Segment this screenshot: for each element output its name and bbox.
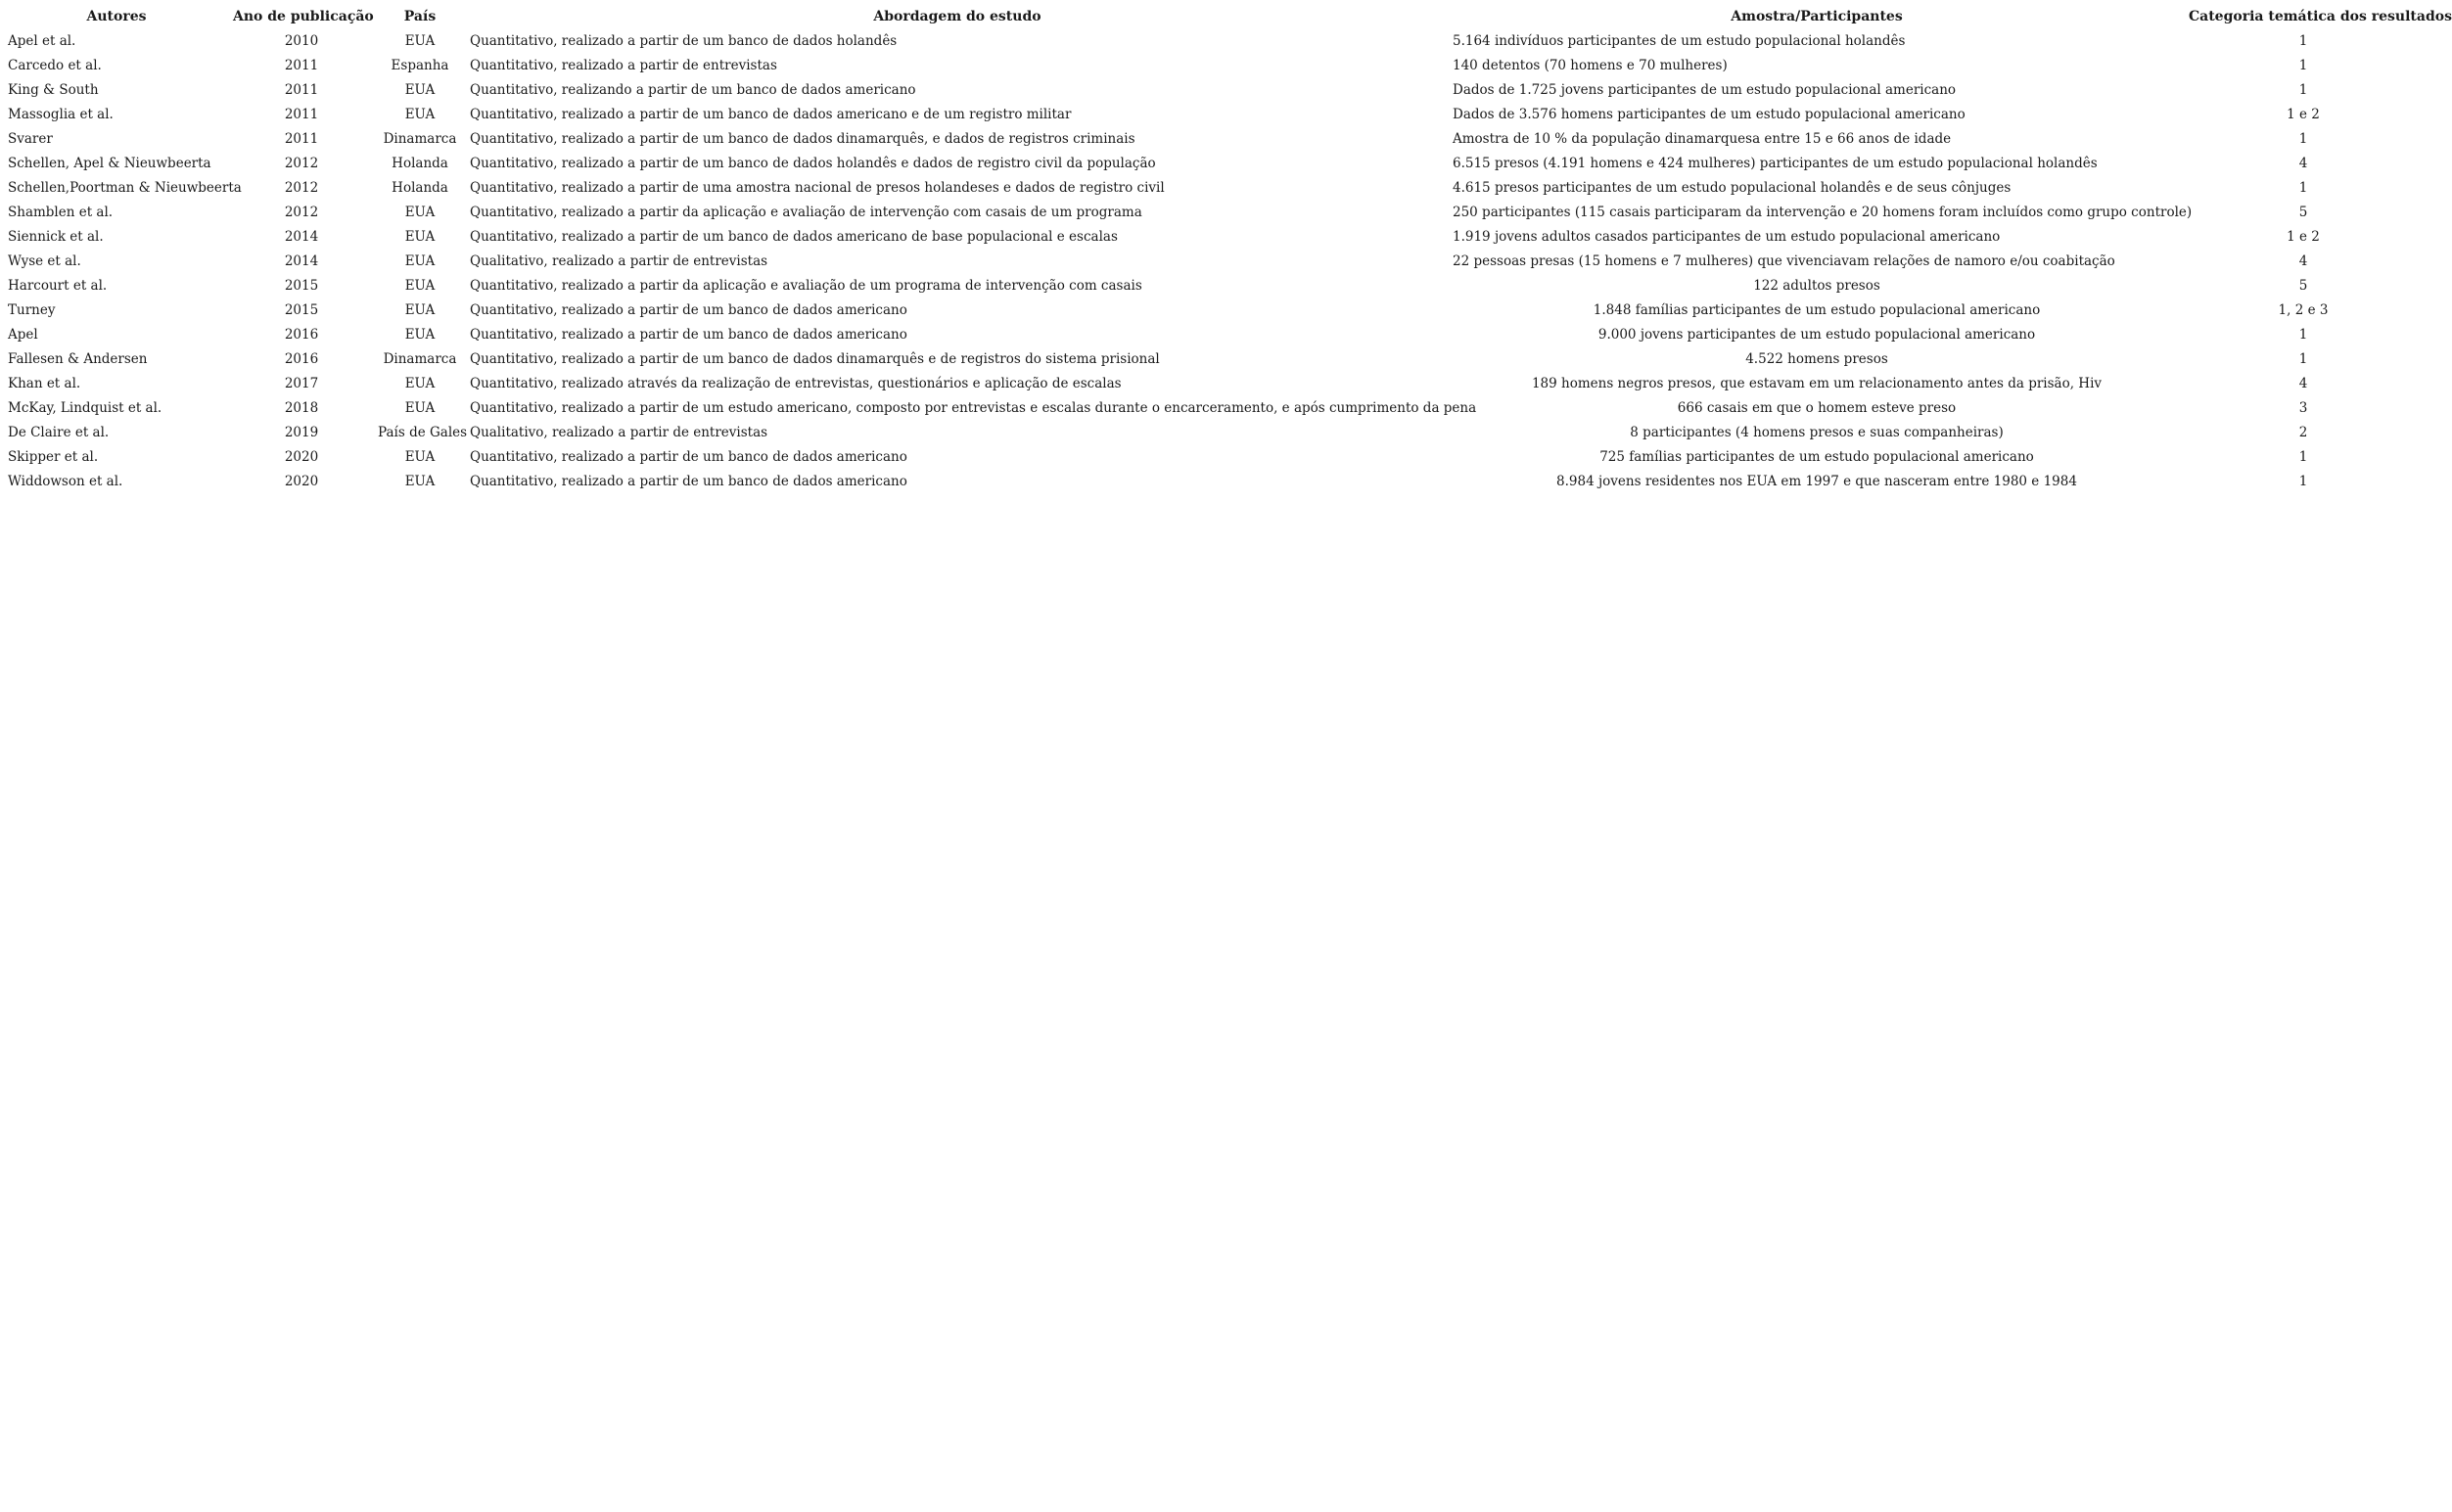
table-row [4, 127, 2422, 152]
cell-amostra[interactable]: 250 participantes (115 casais participaram da intervenção e 20 homens foram incluídos como grupo controle) [1453, 205, 2193, 220]
cell-pais[interactable]: EUA [404, 327, 436, 343]
cell-ano[interactable]: 2012 [284, 156, 319, 171]
cell-pais[interactable]: EUA [404, 474, 436, 489]
cell-pais[interactable]: EUA [404, 400, 436, 416]
cell-ano[interactable]: 2011 [284, 58, 319, 73]
header-abordagem[interactable]: Abordagem do estudo [873, 9, 1041, 24]
cell-categoria[interactable]: 4 [2298, 376, 2308, 391]
cell-autores[interactable]: Carcedo et al. [8, 58, 102, 73]
cell-autores[interactable]: Khan et al. [8, 376, 81, 391]
cell-autores[interactable]: Skipper et al. [8, 449, 99, 465]
cell-categoria[interactable]: 1 [2298, 474, 2308, 489]
cell-ano[interactable]: 2020 [284, 474, 319, 489]
cell-autores[interactable]: Turney [8, 302, 56, 318]
cell-pais[interactable]: Holanda [392, 156, 448, 171]
cell-abordagem[interactable]: Quantitativo, realizado a partir de um banco de dados americano [470, 302, 907, 318]
table-row [4, 176, 2422, 201]
table-row [4, 323, 2422, 347]
cell-abordagem[interactable]: Qualitativo, realizado a partir de entrevistas [470, 253, 768, 269]
cell-autores[interactable]: Massoglia et al. [8, 107, 114, 122]
cell-categoria[interactable]: 1 [2298, 449, 2308, 465]
table-row [4, 103, 2422, 127]
cell-autores[interactable]: Siennick et al. [8, 229, 104, 245]
cell-ano[interactable]: 2012 [284, 180, 319, 196]
cell-ano[interactable]: 2011 [284, 82, 319, 98]
cell-abordagem[interactable]: Quantitativo, realizado a partir de um banco de dados americano [470, 449, 907, 465]
cell-amostra[interactable]: 1.919 jovens adultos casados participantes de um estudo populacional americano [1453, 229, 2001, 245]
cell-autores[interactable]: King & South [8, 82, 99, 98]
cell-autores[interactable]: Schellen,Poortman & Nieuwbeerta [8, 180, 242, 196]
table-row [4, 396, 2422, 421]
table-row [4, 225, 2422, 250]
studies-table [4, 5, 2452, 494]
header-pais[interactable]: País [403, 9, 437, 24]
cell-categoria[interactable]: 1 [2298, 58, 2308, 73]
cell-pais[interactable]: EUA [404, 278, 436, 294]
cell-pais[interactable]: EUA [404, 253, 436, 269]
cell-ano[interactable]: 2014 [284, 229, 319, 245]
cell-ano[interactable]: 2012 [284, 205, 319, 220]
cell-amostra[interactable]: 22 pessoas presas (15 homens e 7 mulheres) que vivenciavam relações de namoro e/ou coabitação [1453, 253, 2115, 269]
cell-autores[interactable]: Harcourt et al. [8, 278, 108, 294]
cell-ano[interactable]: 2016 [284, 351, 319, 367]
cell-autores[interactable]: Svarer [8, 131, 53, 147]
cell-amostra[interactable]: 1.848 famílias participantes de um estudo populacional americano [1593, 302, 2041, 318]
cell-abordagem[interactable]: Quantitativo, realizado a partir de entrevistas [470, 58, 777, 73]
cell-pais[interactable]: EUA [404, 376, 436, 391]
cell-abordagem[interactable]: Quantitativo, realizado a partir da aplicação e avaliação de intervenção com casais de um programa [470, 205, 1142, 220]
cell-ano[interactable]: 2015 [284, 278, 319, 294]
cell-ano[interactable]: 2019 [284, 425, 319, 440]
cell-ano[interactable]: 2014 [284, 253, 319, 269]
cell-abordagem[interactable]: Quantitativo, realizado a partir de um banco de dados americano [470, 474, 907, 489]
table-row [4, 470, 2422, 494]
cell-amostra[interactable]: Dados de 1.725 jovens participantes de um estudo populacional americano [1453, 82, 1957, 98]
cell-pais[interactable]: EUA [404, 449, 436, 465]
cell-pais[interactable]: Dinamarca [383, 131, 457, 147]
cell-abordagem[interactable]: Quantitativo, realizando a partir de um banco de dados americano [470, 82, 916, 98]
table-row [4, 274, 2422, 298]
cell-ano[interactable]: 2016 [284, 327, 319, 343]
table-row [4, 372, 2422, 396]
cell-autores[interactable]: Apel [8, 327, 38, 343]
cell-categoria[interactable]: 5 [2298, 205, 2308, 220]
cell-amostra[interactable]: 9.000 jovens participantes de um estudo populacional americano [1597, 327, 2036, 343]
table-row [4, 29, 2422, 54]
cell-autores[interactable]: Schellen, Apel & Nieuwbeerta [8, 156, 211, 171]
cell-ano[interactable]: 2018 [284, 400, 319, 416]
cell-pais[interactable]: EUA [404, 33, 436, 49]
header-autores[interactable]: Autores [86, 9, 147, 24]
cell-pais[interactable]: EUA [404, 229, 436, 245]
cell-categoria[interactable]: 4 [2298, 156, 2308, 171]
cell-ano[interactable]: 2011 [284, 107, 319, 122]
table-row [4, 445, 2422, 470]
cell-pais[interactable]: Espanha [391, 58, 449, 73]
cell-amostra[interactable]: 8 participantes (4 homens presos e suas companheiras) [1630, 425, 2004, 440]
cell-categoria[interactable]: 4 [2298, 253, 2308, 269]
cell-amostra[interactable]: 122 adultos presos [1753, 278, 1880, 294]
cell-autores[interactable]: Widdowson et al. [8, 474, 123, 489]
cell-categoria[interactable]: 1, 2 e 3 [2278, 302, 2329, 318]
header-row [4, 5, 2422, 29]
cell-pais[interactable]: EUA [404, 82, 436, 98]
cell-amostra[interactable]: 8.984 jovens residentes nos EUA em 1997 e que nasceram entre 1980 e 1984 [1556, 474, 2077, 489]
cell-abordagem[interactable]: Quantitativo, realizado a partir de um banco de dados holandês [470, 33, 898, 49]
table-row [4, 152, 2422, 176]
table-row [4, 201, 2422, 225]
table-row [4, 54, 2422, 78]
cell-categoria[interactable]: 1 [2298, 33, 2308, 49]
cell-abordagem[interactable]: Quantitativo, realizado a partir de um banco de dados dinamarquês, e dados de registros criminais [470, 131, 1135, 147]
cell-amostra[interactable]: 4.615 presos participantes de um estudo populacional holandês e de seus cônjuges [1453, 180, 2012, 196]
cell-amostra[interactable]: 140 detentos (70 homens e 70 mulheres) [1453, 58, 1728, 73]
cell-abordagem[interactable]: Quantitativo, realizado a partir da aplicação e avaliação de um programa de intervenção com casais [470, 278, 1142, 294]
cell-amostra[interactable]: Amostra de 10 % da população dinamarquesa entre 15 e 66 anos de idade [1453, 131, 1952, 147]
cell-categoria[interactable]: 1 [2298, 327, 2308, 343]
cell-autores[interactable]: Wyse et al. [8, 253, 81, 269]
cell-categoria[interactable]: 5 [2298, 278, 2308, 294]
cell-amostra[interactable]: 666 casais em que o homem esteve preso [1677, 400, 1957, 416]
cell-abordagem[interactable]: Quantitativo, realizado através da realização de entrevistas, questionários e aplicação de escalas [470, 376, 1122, 391]
cell-ano[interactable]: 2017 [284, 376, 319, 391]
cell-autores[interactable]: Apel et al. [8, 33, 76, 49]
cell-categoria[interactable]: 1 e 2 [2287, 107, 2320, 122]
cell-abordagem[interactable]: Quantitativo, realizado a partir de um banco de dados americano de base populacional e escalas [470, 229, 1118, 245]
cell-autores[interactable]: De Claire et al. [8, 425, 110, 440]
cell-amostra[interactable]: 189 homens negros presos, que estavam em um relacionamento antes da prisão, Hiv [1531, 376, 2103, 391]
cell-abordagem[interactable]: Quantitativo, realizado a partir de um banco de dados holandês e dados de registro civil da população [470, 156, 1156, 171]
cell-autores[interactable]: Fallesen & Andersen [8, 351, 148, 367]
cell-categoria[interactable]: 3 [2298, 400, 2308, 416]
cell-autores[interactable]: Shamblen et al. [8, 205, 114, 220]
cell-abordagem[interactable]: Quantitativo, realizado a partir de um banco de dados dinamarquês e de registros do sistema prisional [470, 351, 1160, 367]
cell-amostra[interactable]: 5.164 indivíduos participantes de um estudo populacional holandês [1453, 33, 1906, 49]
cell-categoria[interactable]: 1 [2298, 351, 2308, 367]
table-row [4, 78, 2422, 103]
cell-ano[interactable]: 2015 [284, 302, 319, 318]
cell-ano[interactable]: 2020 [284, 449, 319, 465]
table-body [4, 29, 2422, 494]
cell-abordagem[interactable]: Quantitativo, realizado a partir de uma amostra nacional de presos holandeses e dados de registro civil [470, 180, 1165, 196]
cell-pais[interactable]: EUA [404, 107, 436, 122]
cell-pais[interactable]: País de Gales [378, 425, 468, 440]
header-amostra[interactable]: Amostra/Participantes [1731, 9, 1903, 24]
cell-abordagem[interactable]: Quantitativo, realizado a partir de um banco de dados americano [470, 327, 907, 343]
cell-pais[interactable]: EUA [404, 302, 436, 318]
header-categoria[interactable]: Categoria temática dos resultados [2189, 9, 2452, 24]
cell-categoria[interactable]: 1 [2298, 180, 2308, 196]
cell-ano[interactable]: 2011 [284, 131, 319, 147]
cell-amostra[interactable]: Dados de 3.576 homens participantes de um estudo populacional americano [1453, 107, 1966, 122]
cell-amostra[interactable]: 725 famílias participantes de um estudo populacional americano [1599, 449, 2034, 465]
cell-autores[interactable]: McKay, Lindquist et al. [8, 400, 162, 416]
cell-categoria[interactable]: 2 [2298, 425, 2308, 440]
header-ano[interactable]: Ano de publicação [233, 9, 374, 24]
cell-pais[interactable]: Dinamarca [383, 351, 457, 367]
cell-categoria[interactable]: 1 e 2 [2287, 229, 2320, 245]
cell-abordagem[interactable]: Quantitativo, realizado a partir de um banco de dados americano e de um registro militar [470, 107, 1072, 122]
cell-pais[interactable]: EUA [404, 205, 436, 220]
table-row [4, 347, 2422, 372]
cell-categoria[interactable]: 1 [2298, 131, 2308, 147]
cell-pais[interactable]: Holanda [392, 180, 448, 196]
table-row [4, 250, 2422, 274]
cell-amostra[interactable]: 4.522 homens presos [1745, 351, 1888, 367]
table-row [4, 298, 2422, 323]
cell-abordagem[interactable]: Qualitativo, realizado a partir de entrevistas [470, 425, 768, 440]
cell-amostra[interactable]: 6.515 presos (4.191 homens e 424 mulheres) participantes de um estudo populacional holandês [1453, 156, 2098, 171]
cell-categoria[interactable]: 1 [2298, 82, 2308, 98]
cell-abordagem[interactable]: Quantitativo, realizado a partir de um estudo americano, composto por entrevistas e escalas durante o encarceramento, e após cumprimento da pena [470, 400, 1477, 416]
table-row [4, 421, 2422, 445]
cell-ano[interactable]: 2010 [284, 33, 319, 49]
